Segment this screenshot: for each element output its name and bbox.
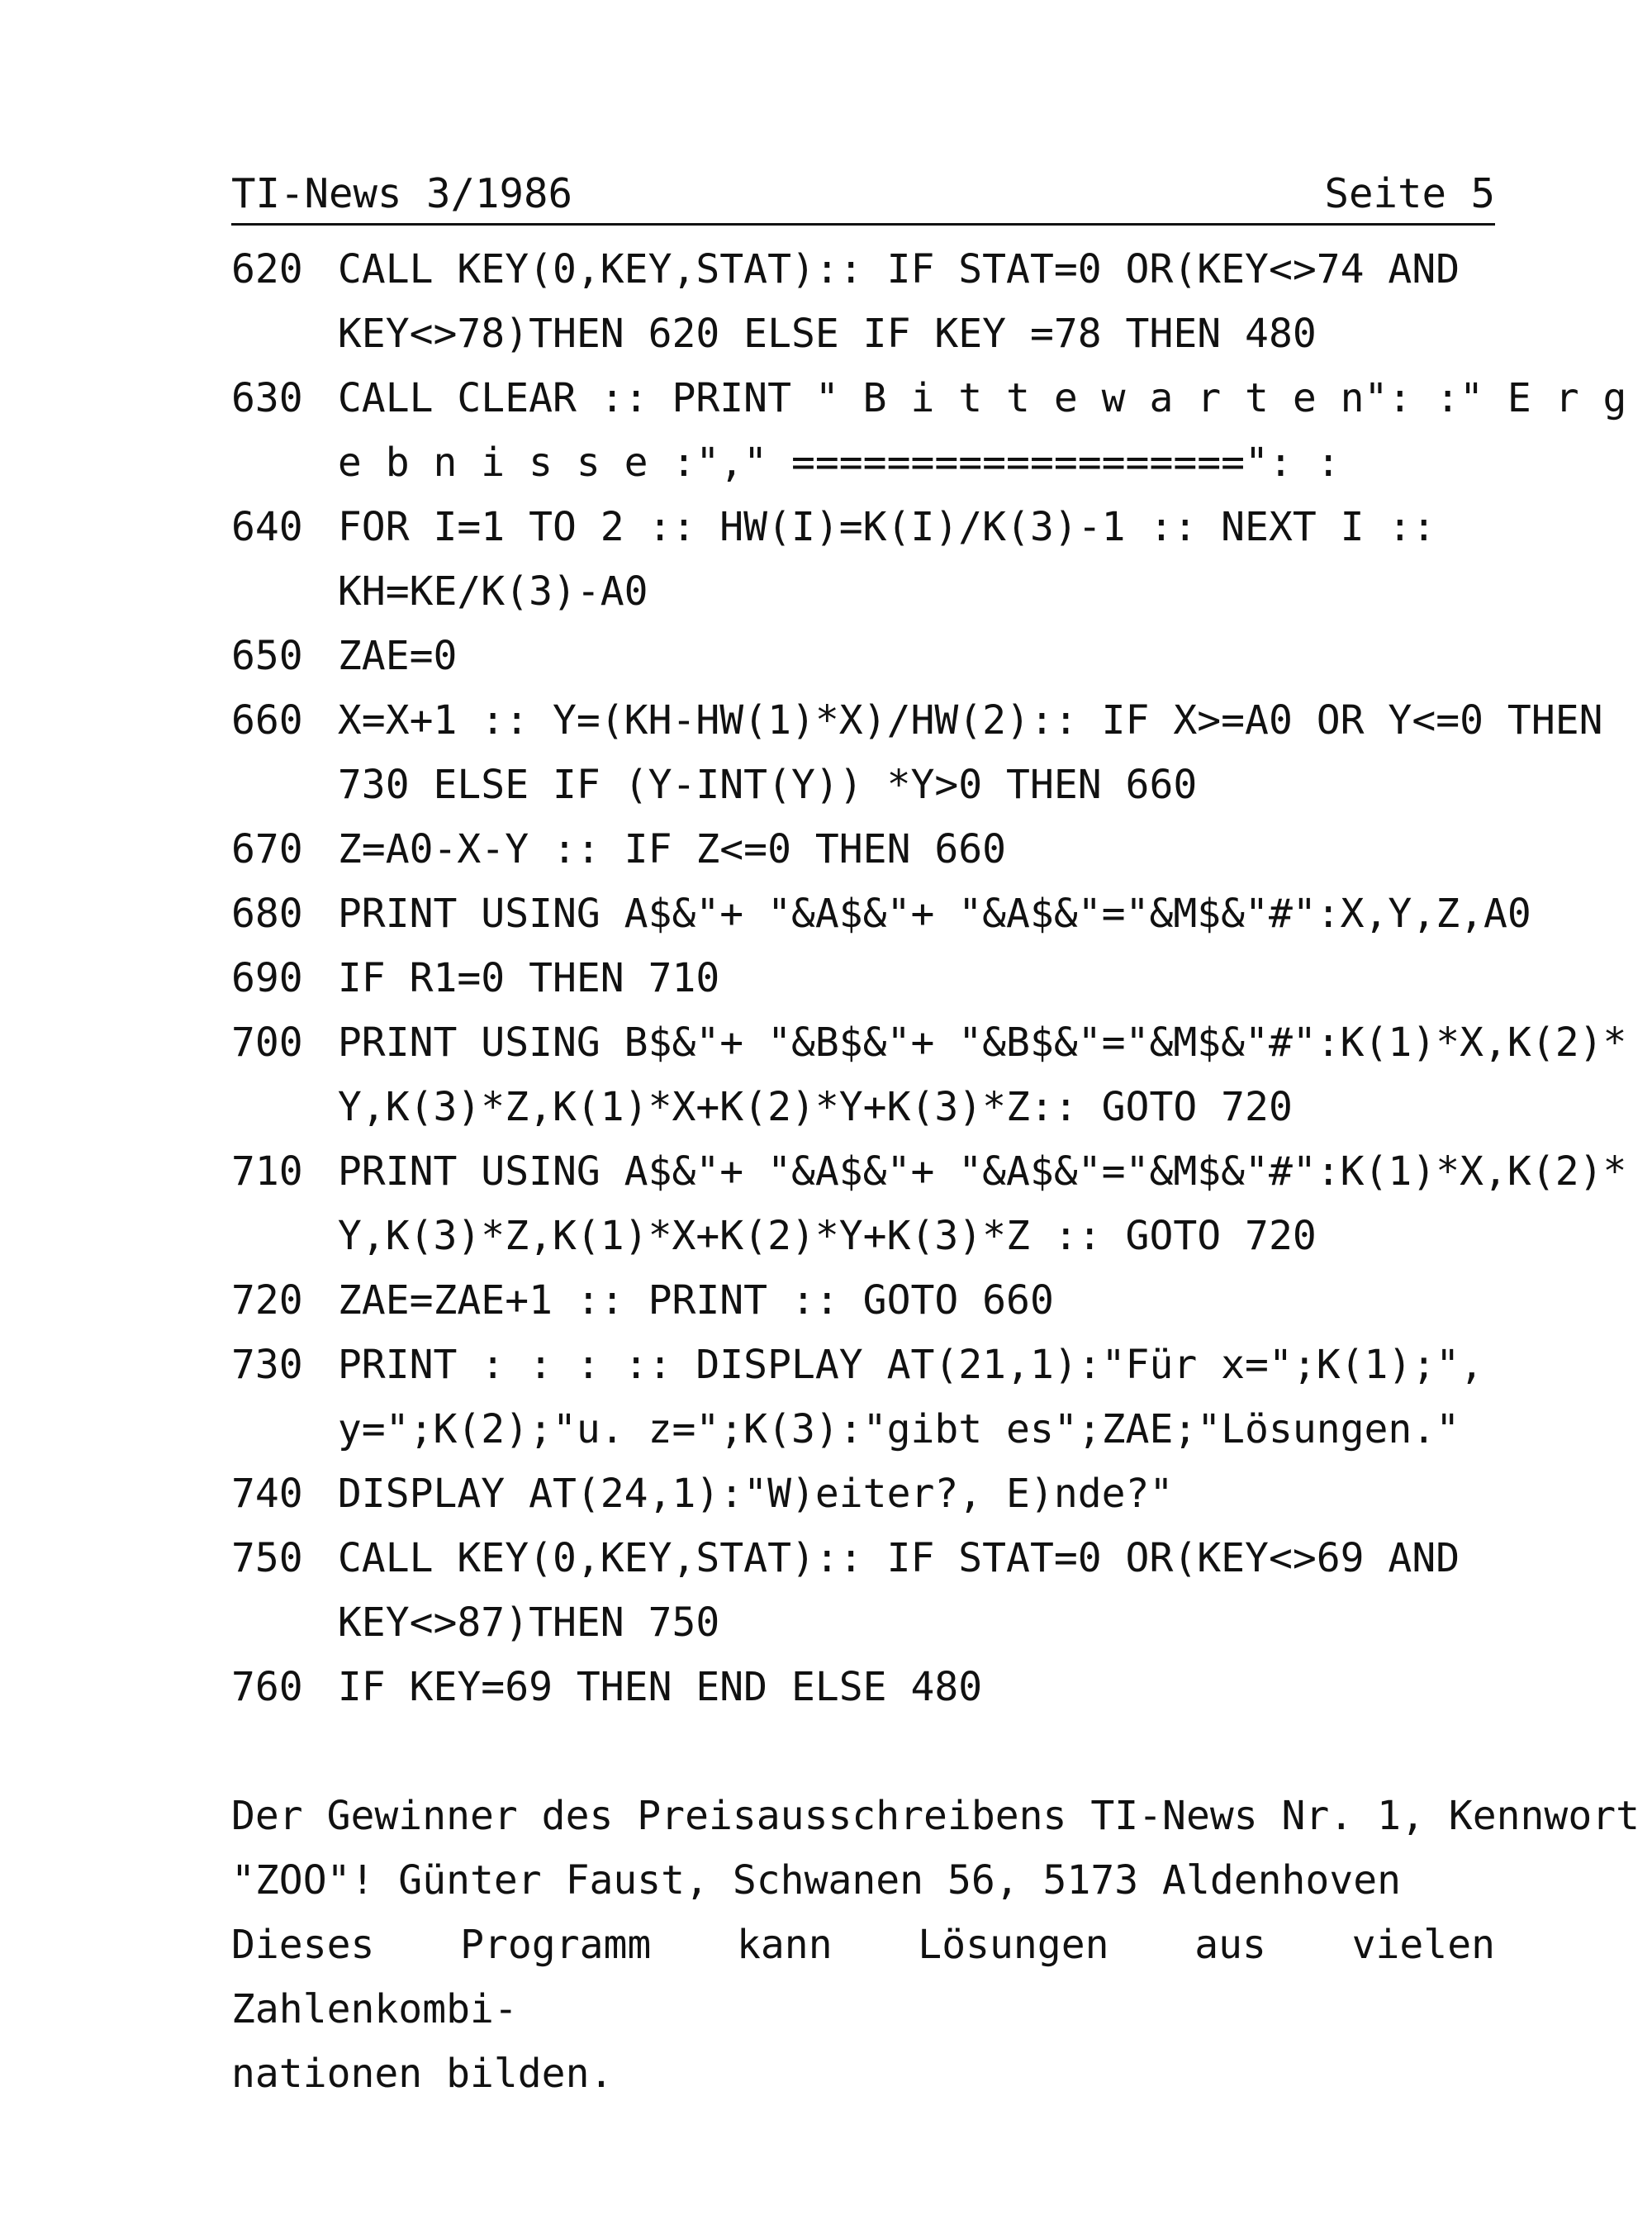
code-line xyxy=(231,817,1495,882)
code-line xyxy=(231,1655,1495,1719)
code-text: y=";K(2);"u. z=";K(3):"gibt es";ZAE;"Lösungen." xyxy=(314,1406,1460,1452)
code-text: KEY<>78)THEN 620 ELSE IF KEY =78 THEN 480 xyxy=(314,311,1317,357)
code-line xyxy=(231,946,1495,1010)
code-text: CALL KEY(0,KEY,STAT):: IF STAT=0 OR(KEY<>69 AND xyxy=(314,1535,1460,1581)
code-line xyxy=(231,1010,1627,1075)
line-number: 670 xyxy=(231,826,303,872)
code-line xyxy=(231,366,1627,430)
line-number: 650 xyxy=(231,633,303,679)
code-text: IF R1=0 THEN 710 xyxy=(314,955,720,1001)
document-page xyxy=(231,165,1640,2106)
line-number: 730 xyxy=(231,1342,303,1388)
code-continuation-line xyxy=(231,1590,1495,1655)
line-number: 760 xyxy=(231,1664,303,1710)
code-text: KEY<>87)THEN 750 xyxy=(314,1599,720,1646)
page-header xyxy=(231,165,1495,226)
article-text xyxy=(231,1784,1640,2106)
line-number: 640 xyxy=(231,504,303,550)
line-number: 620 xyxy=(231,246,303,292)
code-line xyxy=(231,495,1495,559)
line-number: 680 xyxy=(231,891,303,937)
code-line xyxy=(231,237,1495,302)
code-line xyxy=(231,1526,1495,1590)
code-line xyxy=(231,688,1603,753)
code-line xyxy=(231,1268,1495,1333)
line-number: 720 xyxy=(231,1277,303,1324)
code-text: CALL CLEAR :: PRINT " B i t t e w a r t e n": :" E r g xyxy=(314,375,1627,421)
line-number: 710 xyxy=(231,1148,303,1195)
code-line xyxy=(231,1139,1627,1204)
code-text: ZAE=0 xyxy=(314,633,458,679)
code-line xyxy=(231,1333,1495,1397)
code-continuation-line xyxy=(231,1204,1495,1268)
code-text: Y,K(3)*Z,K(1)*X+K(2)*Y+K(3)*Z:: GOTO 720 xyxy=(314,1084,1293,1130)
line-number: 630 xyxy=(231,375,303,421)
code-text: ZAE=ZAE+1 :: PRINT :: GOTO 660 xyxy=(314,1277,1054,1324)
line-number: 750 xyxy=(231,1535,303,1581)
text-line: nationen bilden. xyxy=(231,2051,614,2097)
code-continuation-line xyxy=(231,559,1495,624)
code-text: FOR I=1 TO 2 :: HW(I)=K(I)/K(3)-1 :: NEXT I :: xyxy=(314,504,1436,550)
code-continuation-line xyxy=(231,1397,1495,1462)
line-number: 740 xyxy=(231,1471,303,1517)
code-text: 730 ELSE IF (Y-INT(Y)) *Y>0 THEN 660 xyxy=(314,762,1198,808)
code-continuation-line xyxy=(231,302,1495,366)
code-text: PRINT : : : :: DISPLAY AT(21,1):"Für x=";K(1);", xyxy=(314,1342,1484,1388)
code-text: Z=A0-X-Y :: IF Z<=0 THEN 660 xyxy=(314,826,1007,872)
line-number: 700 xyxy=(231,1020,303,1066)
code-listing xyxy=(231,237,1627,1719)
code-text: CALL KEY(0,KEY,STAT):: IF STAT=0 OR(KEY<>74 AND xyxy=(314,246,1460,292)
code-text: KH=KE/K(3)-A0 xyxy=(314,568,648,615)
code-line xyxy=(231,624,1495,688)
code-text: PRINT USING A$&"+ "&A$&"+ "&A$&"="&M$&"#":X,Y,Z,A0 xyxy=(314,891,1531,937)
publication-title: TI-News 3/1986 xyxy=(231,170,573,217)
code-text: DISPLAY AT(24,1):"W)eiter?, E)nde?" xyxy=(314,1471,1174,1517)
code-text: e b n i s s e :"," ===================": : xyxy=(314,440,1341,486)
line-number: 660 xyxy=(231,697,303,744)
code-continuation-line xyxy=(231,753,1495,817)
code-continuation-line xyxy=(231,430,1495,495)
text-line: Dieses Programm kann Lösungen aus vielen Zahlenkombi- xyxy=(231,1922,1495,2032)
code-text: Y,K(3)*Z,K(1)*X+K(2)*Y+K(3)*Z :: GOTO 720 xyxy=(314,1213,1317,1259)
code-text: PRINT USING A$&"+ "&A$&"+ "&A$&"="&M$&"#":K(1)*X,K(2)* xyxy=(314,1148,1627,1195)
line-number: 690 xyxy=(231,955,303,1001)
page-number: Seite 5 xyxy=(1324,170,1495,217)
code-continuation-line xyxy=(231,1075,1495,1139)
text-line: "ZOO"! Günter Faust, Schwanen 56, 5173 Aldenhoven xyxy=(231,1857,1402,1904)
code-line xyxy=(231,882,1531,946)
code-line xyxy=(231,1462,1495,1526)
code-text: X=X+1 :: Y=(KH-HW(1)*X)/HW(2):: IF X>=A0 OR Y<=0 THEN xyxy=(314,697,1603,744)
code-text: PRINT USING B$&"+ "&B$&"+ "&B$&"="&M$&"#":K(1)*X,K(2)* xyxy=(314,1020,1627,1066)
text-line: Der Gewinner des Preisausschreibens TI-News Nr. 1, Kennwort xyxy=(231,1793,1640,1839)
code-text: IF KEY=69 THEN END ELSE 480 xyxy=(314,1664,983,1710)
